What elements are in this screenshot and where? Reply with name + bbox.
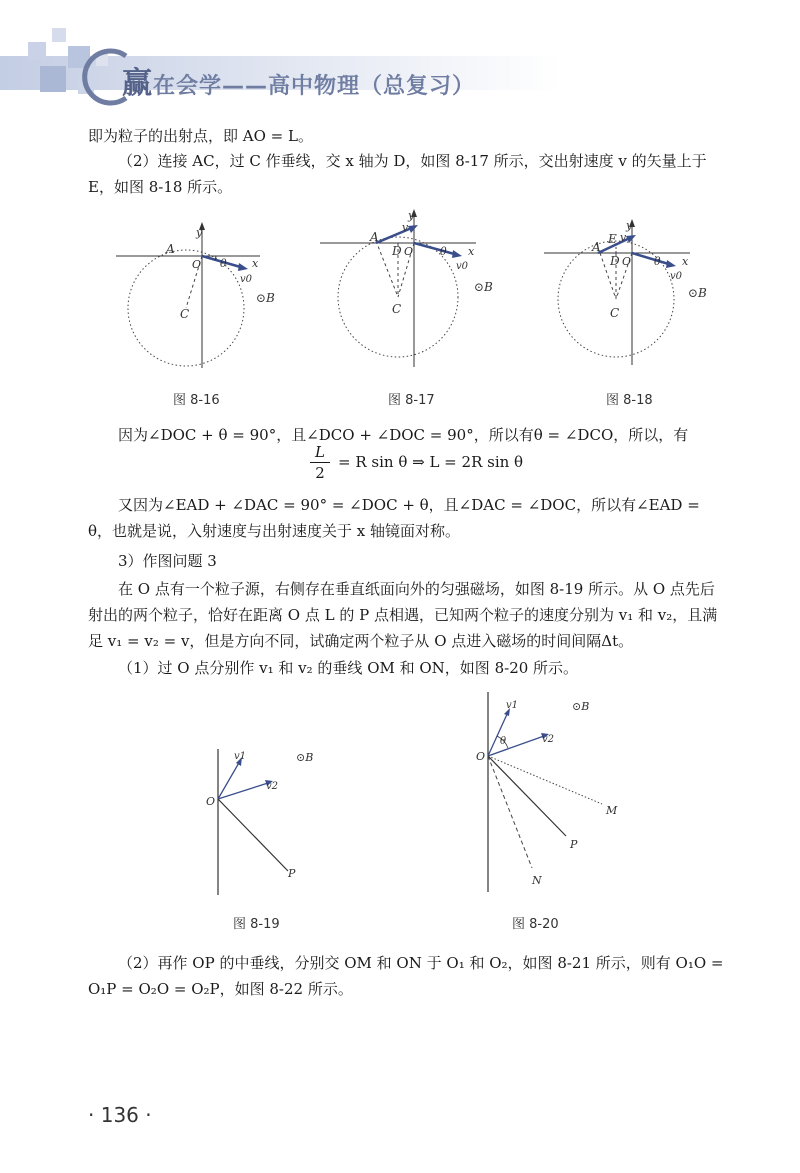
- label-x: x: [682, 255, 689, 268]
- caption-8-19: 图 8-19: [233, 917, 280, 932]
- label-theta: θ: [500, 736, 507, 747]
- fraction-denominator: 2: [315, 464, 325, 482]
- header-title-first: 赢: [122, 66, 153, 101]
- label-C: C: [180, 307, 190, 321]
- paragraph-2: （2）连接 AC，过 C 作垂线，交 x 轴为 D，如图 8-17 所示，交出射速度 v 的矢量上于 E，如图 8-18 所示。: [88, 152, 707, 196]
- figure-8-17: [316, 205, 506, 380]
- OP-line: [218, 799, 288, 871]
- ON-line: [488, 756, 532, 868]
- label-A: A: [592, 240, 601, 254]
- paragraph-8: （2）再作 OP 的中垂线，分别交 OM 和 ON 于 O₁ 和 O₂，如图 8-21 所示，则有 O₁O = O₁P = O₂O = O₂P，如图 8-22 所示。: [88, 954, 724, 998]
- incoming-velocity: [376, 227, 414, 243]
- header-title-rest: 在会学——高中物理（总复习）: [153, 74, 476, 99]
- label-v0: v0: [240, 274, 253, 285]
- label-C: C: [392, 302, 402, 316]
- label-y: y: [626, 219, 633, 232]
- paragraph-5: 3）作图问题 3: [118, 552, 217, 570]
- caption-8-17: 图 8-17: [388, 393, 435, 408]
- label-y: y: [408, 209, 415, 222]
- label-theta: θ: [440, 245, 447, 258]
- caption-8-18: 图 8-18: [606, 393, 653, 408]
- label-M: M: [606, 804, 618, 817]
- label-D: D: [610, 254, 620, 268]
- label-P: P: [570, 838, 578, 851]
- label-B: ⊙B: [688, 286, 707, 300]
- label-B: ⊙B: [256, 291, 275, 305]
- caption-8-16: 图 8-16: [173, 393, 220, 408]
- label-theta: θ: [654, 255, 661, 268]
- label-A: A: [370, 230, 379, 244]
- label-y: y: [196, 226, 203, 239]
- label-O: O: [476, 750, 486, 763]
- page-number: · 136 ·: [88, 1103, 152, 1127]
- label-O: O: [404, 245, 414, 258]
- label-x: x: [468, 245, 475, 258]
- label-B: ⊙B: [572, 700, 590, 713]
- label-v: v: [620, 231, 627, 244]
- figure-8-19: [196, 745, 336, 900]
- label-v1: v1: [234, 751, 247, 762]
- paragraph-6: 在 O 点有一个粒子源，右侧存在垂直纸面向外的匀强磁场，如图 8-19 所示。从 O 点先后射出的两个粒子，恰好在距离 O 点 L 的 P 点相遇，已知两个粒子的速度分别为 v₁ 和 v₂，且满足 v₁ = v₂ = v，但是方向不同，试确定两个粒子从 O 点进入磁场的时间间隔Δt。: [88, 580, 718, 650]
- figure-8-16: [112, 210, 282, 380]
- label-theta: θ: [220, 257, 227, 270]
- label-v2: v2: [266, 781, 279, 792]
- formula: [310, 443, 570, 487]
- outgoing-velocity: [414, 243, 458, 255]
- figure-8-20: [468, 688, 628, 898]
- paragraph-7: （1）过 O 点分别作 v₁ 和 v₂ 的垂线 OM 和 ON，如图 8-20 所示。: [118, 659, 579, 677]
- formula-rest: = R sin θ ⇒ L = 2R sin θ: [338, 453, 524, 471]
- label-x: x: [252, 257, 259, 270]
- label-D: D: [392, 244, 402, 258]
- OM-line: [488, 756, 602, 804]
- paragraph-1: 即为粒子的出射点，即 AO = L。: [88, 127, 313, 145]
- caption-8-20: 图 8-20: [512, 917, 559, 932]
- label-v0: v0: [670, 271, 683, 282]
- label-v1: v1: [506, 700, 519, 711]
- fraction: [310, 443, 330, 482]
- label-P: P: [288, 867, 296, 880]
- figure-8-18: [540, 213, 720, 378]
- label-v2: v2: [542, 734, 555, 745]
- label-O: O: [206, 795, 216, 808]
- label-E: E: [608, 232, 617, 246]
- label-N: N: [532, 874, 542, 887]
- label-C: C: [610, 306, 620, 320]
- label-v: v: [402, 221, 409, 234]
- outgoing-velocity: [632, 253, 672, 265]
- header-title: [122, 58, 475, 102]
- OP-line: [488, 756, 566, 836]
- label-B: ⊙B: [296, 751, 314, 764]
- label-B: ⊙B: [474, 280, 493, 294]
- fraction-numerator: L: [315, 443, 325, 461]
- paragraph-3: 因为∠DOC + θ = 90°，且∠DCO + ∠DOC = 90°，所以有θ = ∠DCO，所以，有: [118, 426, 689, 444]
- label-O: O: [192, 258, 202, 271]
- label-A: A: [166, 242, 175, 256]
- paragraph-4: 又因为∠EAD + ∠DAC = 90° = ∠DOC + θ，且∠DAC = ∠DOC，所以有∠EAD = θ，也就是说，入射速度与出射速度关于 x 轴镜面对称。: [88, 496, 700, 540]
- label-O: O: [622, 255, 632, 268]
- label-v0: v0: [456, 261, 469, 272]
